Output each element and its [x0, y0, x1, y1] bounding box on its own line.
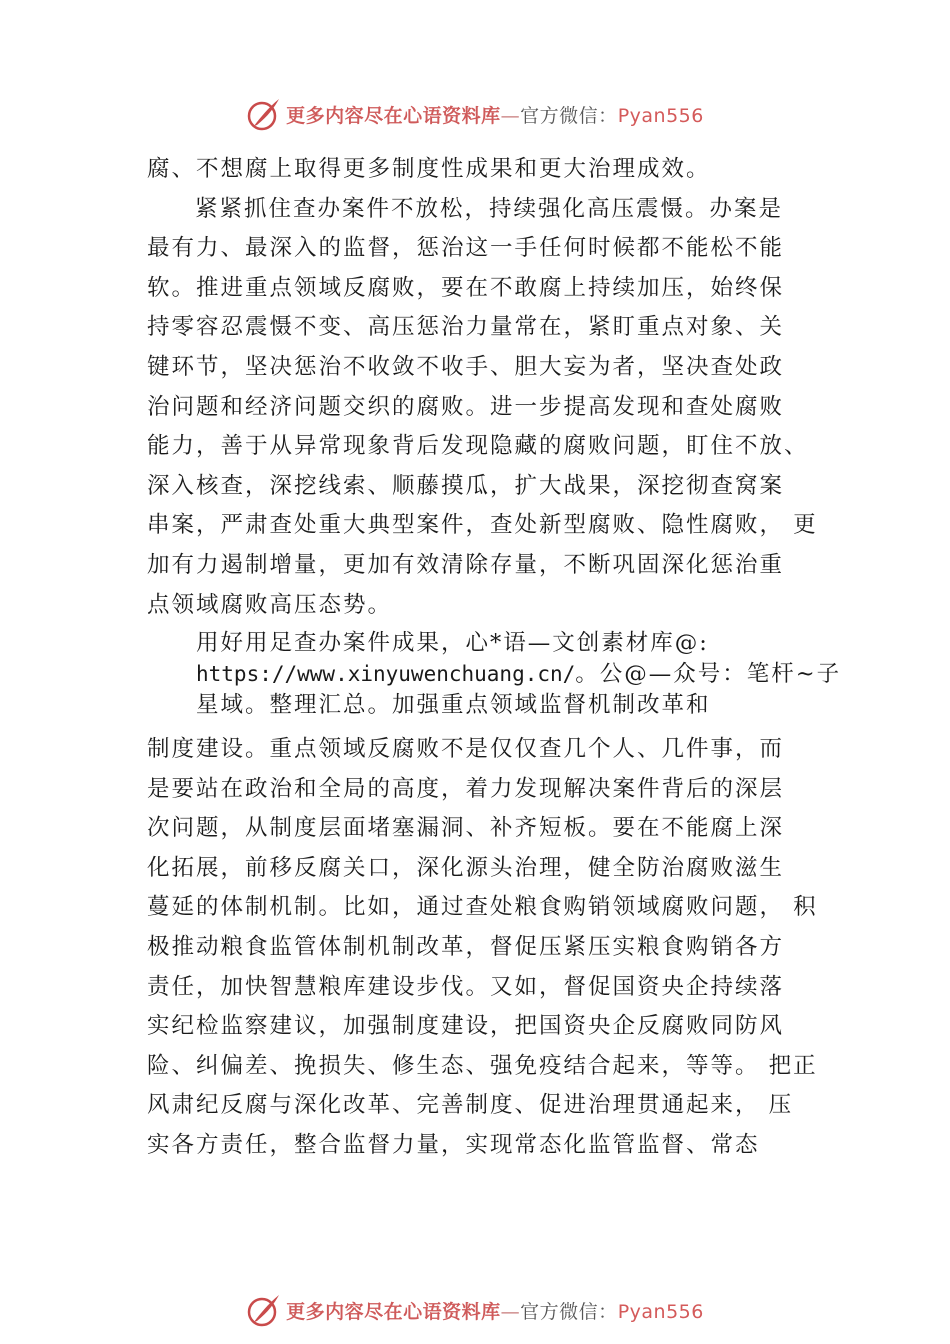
text-line: 责任，加快智慧粮库建设步伐。又如，督促国资央企持续落	[147, 973, 785, 1000]
banner-wechat-id: Pyan556	[617, 104, 704, 127]
banner-text	[286, 1297, 704, 1324]
text-line: 键环节，坚决惩治不收敛不收手、胆大妄为者，坚决查处政	[147, 353, 785, 380]
banner-separator: —	[500, 1300, 521, 1323]
text-line: 加有力遏制增量，更加有效清除存量，不断巩固深化惩治重	[147, 551, 785, 578]
text-line: 化拓展，前移反腐关口，深化源头治理，健全防治腐败滋生	[147, 854, 785, 881]
text-line: 治问题和经济问题交织的腐败。进一步提高发现和查处腐败	[147, 393, 785, 420]
banner-official-label: 官方微信：	[520, 1300, 618, 1323]
text-line: 腐、不想腐上取得更多制度性成果和更大治理成效。	[147, 156, 711, 182]
text-line: 次问题，从制度层面堵塞漏洞、补齐短板。要在不能腐上深	[147, 815, 785, 842]
quote-line: 用好用足查办案件成果，心*语—文创素材库@:	[196, 630, 709, 656]
quote-line	[196, 659, 846, 690]
document-body	[147, 150, 827, 625]
quill-logo-icon	[246, 1292, 282, 1328]
footer-banner	[0, 1290, 950, 1330]
text-line: 实纪检监察建议，加强制度建设，把国资央企反腐败同防风	[147, 1013, 785, 1040]
banner-main-text: 更多内容尽在心语资料库	[286, 104, 501, 127]
text-line: 险、纠偏差、挽损失、修生态、强免疫结合起来，等等。 把正	[147, 1052, 818, 1079]
text-line: 蔓延的体制机制。比如，通过查处粮食购销领域腐败问题， 积	[147, 894, 818, 921]
banner-separator: —	[500, 104, 521, 127]
header-banner	[0, 94, 950, 134]
text-line: 软。推进重点领域反腐败，要在不敢腐上持续加压，始终保	[147, 274, 785, 301]
text-line: 能力，善于从异常现象背后发现隐藏的腐败问题，盯住不放、	[147, 433, 809, 460]
quote-line-rest: 。公@—众号：笔杆~子	[575, 661, 842, 687]
quote-line: 星域。整理汇总。加强重点领域监督机制改革和	[196, 692, 711, 718]
banner-main-text: 更多内容尽在心语资料库	[286, 1300, 501, 1323]
source-url-link[interactable]: https://www.xinyuwenchuang.cn/	[196, 662, 576, 686]
text-line: 极推动粮食监管体制机制改革，督促压紧压实粮食购销各方	[147, 933, 785, 960]
text-line: 风肃纪反腐与深化改革、完善制度、促进治理贯通起来， 压	[147, 1092, 794, 1119]
text-line: 串案，严肃查处重大典型案件，查处新型腐败、隐性腐败， 更	[147, 512, 818, 539]
banner-wechat-id: Pyan556	[617, 1300, 704, 1323]
text-line: 深入核查，深挖线索、顺藤摸瓜，扩大战果，深挖彻查窝案	[147, 472, 785, 499]
text-line: 制度建设。重点领域反腐败不是仅仅查几个人、几件事，而	[147, 736, 785, 762]
text-line: 点领域腐败高压态势。	[147, 591, 393, 618]
text-line: 是要站在政治和全局的高度，着力发现解决案件背后的深层	[147, 775, 785, 802]
text-line: 实各方责任，整合监督力量，实现常态化监管监督、常态	[147, 1131, 760, 1158]
banner-text	[286, 101, 704, 128]
text-line: 持零容忍震慑不变、高压惩治力量常在，紧盯重点对象、关	[147, 314, 785, 341]
banner-official-label: 官方微信：	[520, 104, 618, 127]
quill-logo-icon	[246, 96, 282, 132]
text-line: 紧紧抓住查办案件不放松，持续强化高压震慑。办案是	[195, 195, 784, 222]
document-body-continued	[147, 730, 827, 1166]
quote-block	[196, 628, 846, 721]
text-line: 最有力、最深入的监督，惩治这一手任何时候都不能松不能	[147, 235, 785, 262]
